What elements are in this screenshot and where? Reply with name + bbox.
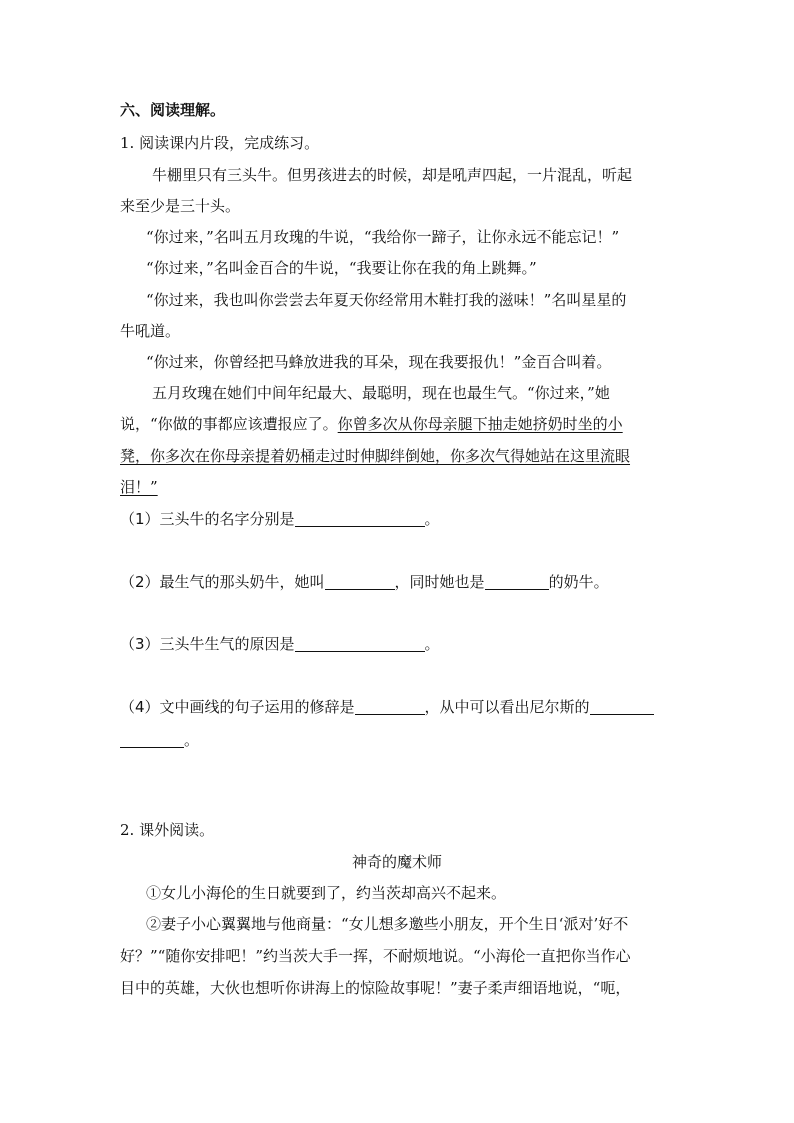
passage1-line: 来至少是三十头。 bbox=[120, 197, 241, 215]
question-text: （1）三头牛的名字分别是 bbox=[120, 510, 295, 528]
underlined-sentence: 你曾多次从你母亲腿下抽走她挤奶时坐的小 bbox=[337, 415, 623, 433]
answer-blank[interactable] bbox=[355, 698, 425, 715]
story-title: 神奇的魔术师 bbox=[351, 853, 442, 871]
answer-blank[interactable] bbox=[485, 573, 549, 590]
q2-heading: 2. 课外阅读。 bbox=[120, 821, 215, 839]
passage1-line: “你过来，”名叫五月玫瑰的牛说，“我给你一蹄子，让你永远不能忘记！” bbox=[146, 228, 620, 246]
sub-question-2 bbox=[120, 572, 609, 592]
sub-question-1 bbox=[120, 509, 440, 529]
passage1-line: 五月玫瑰在她们中间年纪最大、最聪明，现在也最生气。“你过来，”她 bbox=[152, 384, 610, 402]
answer-blank[interactable] bbox=[295, 635, 425, 652]
answer-blank[interactable] bbox=[325, 573, 395, 590]
question-text: ，从中可以看出尼尔斯的 bbox=[424, 698, 590, 716]
passage2-line: 目中的英雄，大伙也想听你讲海上的惊险故事呢！”妻子柔声细语地说，“呃， bbox=[120, 979, 631, 997]
passage2-line: ②妻子小心翼翼地与他商量：“女儿想多邀些小朋友，开个生日‘派对’好不 bbox=[146, 915, 629, 933]
passage1-line: “你过来，你曾经把马蜂放进我的耳朵，现在我要报仇！”金百合叫着。 bbox=[146, 353, 612, 371]
answer-blank[interactable] bbox=[590, 698, 654, 715]
answer-blank[interactable] bbox=[295, 510, 425, 527]
passage1-line: “你过来，”名叫金百合的牛说，“我要让你在我的角上跳舞。” bbox=[146, 259, 537, 277]
question-text: ，同时她也是 bbox=[394, 573, 485, 591]
underlined-sentence: 凳，你多次在你母亲提着奶桶走过时伸脚绊倒她，你多次气得她站在这里流眼 bbox=[120, 447, 631, 465]
section-title: 六、阅读理解。 bbox=[120, 101, 226, 119]
passage2-line: 好？”“随你安排吧！”约当茨大手一挥，不耐烦地说。“小海伦一直把你当作心 bbox=[120, 947, 631, 965]
passage1-line: 牛吼道。 bbox=[120, 322, 181, 340]
underlined-sentence: 泪！” bbox=[120, 478, 158, 496]
passage1-line: 牛棚里只有三头牛。但男孩进去的时候，却是吼声四起，一片混乱，听起 bbox=[152, 166, 633, 184]
question-text: （2）最生气的那头奶牛，她叫 bbox=[120, 573, 325, 591]
passage1-line: “你过来，我也叫你尝尝去年夏天你经常用木鞋打我的滋味！”名叫星星的 bbox=[146, 291, 627, 309]
question-text: （4）文中画线的句子运用的修辞是 bbox=[120, 698, 355, 716]
sub-question-3 bbox=[120, 634, 440, 654]
passage1-line bbox=[120, 414, 623, 434]
question-text: 。 bbox=[424, 510, 440, 528]
q1-heading: 1. 阅读课内片段，完成练习。 bbox=[120, 134, 320, 152]
answer-blank[interactable] bbox=[120, 731, 184, 748]
question-text: （3）三头牛生气的原因是 bbox=[120, 635, 295, 653]
question-text: 。 bbox=[424, 635, 440, 653]
question-text: 的奶牛。 bbox=[548, 573, 609, 591]
sub-question-4-cont bbox=[120, 730, 199, 750]
passage2-line: ①女儿小海伦的生日就要到了，约当茨却高兴不起来。 bbox=[146, 884, 507, 902]
question-text: 。 bbox=[184, 731, 200, 749]
sub-question-4 bbox=[120, 697, 654, 717]
passage-text: 说，“你做的事都应该遭报应了。 bbox=[120, 415, 338, 433]
